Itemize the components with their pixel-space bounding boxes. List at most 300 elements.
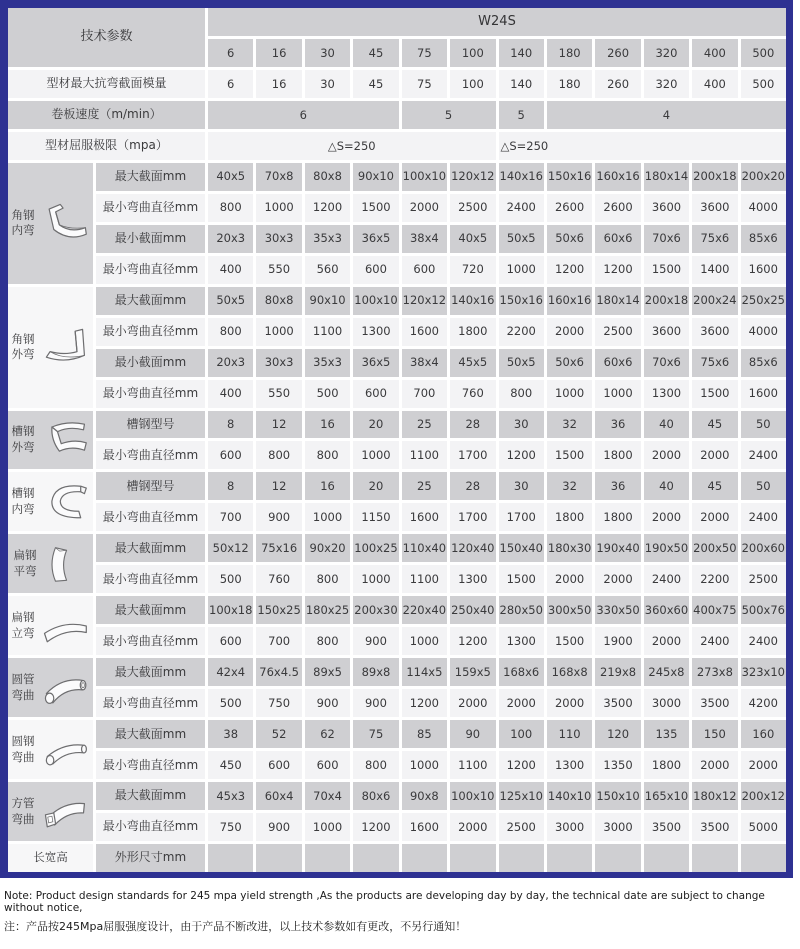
data-cell: 1000 (305, 813, 350, 841)
data-cell: 1300 (499, 627, 544, 655)
data-cell: 180x30 (547, 534, 592, 562)
data-cell: 760 (450, 380, 495, 408)
data-cell: 360x60 (644, 596, 689, 624)
data-cell: 1700 (499, 503, 544, 531)
data-cell (741, 844, 786, 872)
data-cell: 3500 (644, 813, 689, 841)
data-cell: 1700 (450, 503, 495, 531)
speed-value: 6 (208, 101, 399, 129)
data-cell: 28 (450, 472, 495, 500)
data-cell: 3600 (644, 318, 689, 346)
data-cell: 2000 (547, 565, 592, 593)
section-name: 槽钢 内弯 (11, 486, 35, 516)
data-cell: 80x6 (353, 782, 398, 810)
size-column-header: 30 (305, 39, 350, 67)
yield-row-label: 型材屈服极限（mpa） (8, 132, 205, 160)
data-cell: 85x6 (741, 225, 786, 253)
data-cell: 140x10 (547, 782, 592, 810)
data-cell: 1000 (595, 380, 640, 408)
data-cell: 16 (305, 472, 350, 500)
modulus-value: 45 (353, 70, 398, 98)
data-cell: 76x4.5 (256, 658, 301, 686)
data-cell: 50x5 (499, 225, 544, 253)
param-label: 最大截面mm (96, 720, 205, 748)
data-cell: 900 (353, 627, 398, 655)
modulus-value: 100 (450, 70, 495, 98)
angle-steel-outer-bend-icon (38, 324, 90, 370)
data-cell: 900 (256, 503, 301, 531)
data-cell: 550 (256, 380, 301, 408)
data-cell: 30x3 (256, 349, 301, 377)
data-cell: 1500 (547, 627, 592, 655)
data-cell: 450 (208, 751, 253, 779)
data-cell: 45x3 (208, 782, 253, 810)
data-cell: 2000 (644, 503, 689, 531)
data-cell: 80x8 (305, 163, 350, 191)
size-column-header: 140 (499, 39, 544, 67)
data-cell: 800 (208, 194, 253, 222)
data-cell: 1350 (595, 751, 640, 779)
data-cell: 75x16 (256, 534, 301, 562)
data-cell: 135 (644, 720, 689, 748)
data-cell: 1800 (547, 503, 592, 531)
data-cell: 40x5 (450, 225, 495, 253)
section-name: 圆管 弯曲 (11, 672, 35, 702)
data-cell: 90x10 (305, 287, 350, 315)
data-cell: 38 (208, 720, 253, 748)
speed-value: 5 (499, 101, 544, 129)
data-cell: 750 (208, 813, 253, 841)
data-cell: 800 (353, 751, 398, 779)
data-cell: 159x5 (450, 658, 495, 686)
data-cell: 1700 (450, 441, 495, 469)
param-label: 最小弯曲直径mm (96, 194, 205, 222)
data-cell: 25 (402, 472, 447, 500)
model-header: W24S (208, 8, 786, 36)
data-cell: 90x10 (353, 163, 398, 191)
data-cell: 1100 (402, 565, 447, 593)
data-cell: 2000 (547, 689, 592, 717)
param-label: 最小弯曲直径mm (96, 565, 205, 593)
data-cell: 100x10 (450, 782, 495, 810)
data-cell: 2000 (692, 751, 737, 779)
section-label (8, 472, 93, 531)
data-cell: 1900 (595, 627, 640, 655)
data-cell: 400 (208, 380, 253, 408)
data-cell: 1000 (353, 565, 398, 593)
angle-steel-inner-bend-icon (38, 200, 90, 246)
data-cell: 60x6 (595, 225, 640, 253)
data-cell: 140x16 (450, 287, 495, 315)
data-cell: 100x10 (353, 287, 398, 315)
data-cell: 2200 (499, 318, 544, 346)
param-label: 最大截面mm (96, 658, 205, 686)
data-cell: 1100 (402, 441, 447, 469)
data-cell: 2500 (450, 194, 495, 222)
data-cell: 85x6 (741, 349, 786, 377)
data-cell: 500 (208, 565, 253, 593)
data-cell: 400x75 (692, 596, 737, 624)
data-cell: 36 (595, 472, 640, 500)
data-cell: 800 (305, 627, 350, 655)
data-cell: 2000 (644, 627, 689, 655)
data-cell (305, 844, 350, 872)
data-cell: 110x40 (402, 534, 447, 562)
flat-steel-flat-bend-icon (40, 541, 88, 587)
data-cell: 1200 (450, 627, 495, 655)
data-cell: 180x14 (595, 287, 640, 315)
data-cell: 2400 (741, 503, 786, 531)
data-cell: 280x50 (499, 596, 544, 624)
data-cell: 1300 (353, 318, 398, 346)
data-cell: 190x50 (644, 534, 689, 562)
data-cell: 114x5 (402, 658, 447, 686)
data-cell: 3600 (692, 318, 737, 346)
data-cell: 323x10 (741, 658, 786, 686)
data-cell: 1600 (741, 380, 786, 408)
data-cell: 1000 (499, 256, 544, 284)
data-cell: 89x5 (305, 658, 350, 686)
param-label: 外形尺寸mm (96, 844, 205, 872)
data-cell: 100x10 (402, 163, 447, 191)
section-name: 槽钢 外弯 (11, 424, 35, 454)
data-cell: 180x14 (644, 163, 689, 191)
tech-params-header: 技术参数 (8, 8, 205, 67)
data-cell (595, 844, 640, 872)
section-label (8, 534, 93, 593)
size-column-header: 180 (547, 39, 592, 67)
data-cell: 2500 (499, 813, 544, 841)
data-cell: 32 (547, 411, 592, 439)
data-cell: 120x12 (402, 287, 447, 315)
data-cell: 1500 (353, 194, 398, 222)
data-cell: 100 (499, 720, 544, 748)
param-label: 最小弯曲直径mm (96, 503, 205, 531)
data-cell: 2000 (499, 689, 544, 717)
data-cell: 600 (402, 256, 447, 284)
section-name: 圆钢 弯曲 (11, 734, 35, 764)
data-cell: 52 (256, 720, 301, 748)
data-cell: 800 (305, 565, 350, 593)
data-cell: 1800 (595, 503, 640, 531)
data-cell: 700 (256, 627, 301, 655)
data-cell: 140x16 (499, 163, 544, 191)
size-column-header: 16 (256, 39, 301, 67)
data-cell: 1000 (256, 318, 301, 346)
data-cell: 150 (692, 720, 737, 748)
data-cell (450, 844, 495, 872)
data-cell (208, 844, 253, 872)
data-cell: 1300 (644, 380, 689, 408)
data-cell: 120x40 (450, 534, 495, 562)
modulus-value: 260 (595, 70, 640, 98)
section-label (8, 782, 93, 841)
data-cell: 1000 (256, 194, 301, 222)
data-cell: 150x10 (595, 782, 640, 810)
data-cell: 28 (450, 411, 495, 439)
data-cell: 2500 (595, 318, 640, 346)
data-cell: 40x5 (208, 163, 253, 191)
data-cell (353, 844, 398, 872)
data-cell: 40 (644, 411, 689, 439)
data-cell (547, 844, 592, 872)
data-cell: 150x25 (256, 596, 301, 624)
data-cell: 100x25 (353, 534, 398, 562)
data-cell: 32 (547, 472, 592, 500)
data-cell: 85 (402, 720, 447, 748)
data-cell: 2000 (450, 689, 495, 717)
data-cell: 110 (547, 720, 592, 748)
data-cell: 168x8 (547, 658, 592, 686)
data-cell: 1500 (499, 565, 544, 593)
speed-value: 5 (402, 101, 496, 129)
data-cell: 245x8 (644, 658, 689, 686)
data-cell: 8 (208, 411, 253, 439)
data-cell: 720 (450, 256, 495, 284)
data-cell: 600 (353, 256, 398, 284)
data-cell: 1800 (644, 751, 689, 779)
data-cell: 36x5 (353, 349, 398, 377)
param-label: 最大截面mm (96, 163, 205, 191)
param-label: 最小弯曲直径mm (96, 380, 205, 408)
data-cell: 200x30 (353, 596, 398, 624)
data-cell: 200x20 (741, 163, 786, 191)
data-cell: 900 (305, 689, 350, 717)
data-cell: 2000 (595, 565, 640, 593)
data-cell: 4000 (741, 318, 786, 346)
data-cell: 70x6 (644, 349, 689, 377)
note-chinese: 注：产品按245Mpa屈服强度设计，由于产品不断改进，以上技术参数如有更改，不另行通知！ (4, 920, 467, 933)
data-cell: 1000 (402, 751, 447, 779)
data-cell: 2200 (692, 565, 737, 593)
data-cell: 150x40 (499, 534, 544, 562)
size-column-header: 260 (595, 39, 640, 67)
data-cell: 3600 (644, 194, 689, 222)
round-tube-bend-icon (38, 665, 90, 711)
data-cell: 3000 (644, 689, 689, 717)
data-cell: 16 (305, 411, 350, 439)
data-cell: 1600 (402, 813, 447, 841)
data-cell: 2000 (547, 318, 592, 346)
data-cell: 50x5 (208, 287, 253, 315)
data-cell: 2400 (499, 194, 544, 222)
data-cell: 500 (305, 380, 350, 408)
section-name: 方管 弯曲 (11, 796, 35, 826)
data-cell: 600 (208, 627, 253, 655)
data-cell: 50x5 (499, 349, 544, 377)
section-label (8, 658, 93, 717)
data-cell: 3600 (692, 194, 737, 222)
param-label: 最小弯曲直径mm (96, 627, 205, 655)
data-cell: 1200 (305, 194, 350, 222)
data-cell: 220x40 (402, 596, 447, 624)
channel-steel-outer-bend-icon (38, 417, 90, 463)
data-cell: 2400 (644, 565, 689, 593)
data-cell: 3500 (692, 813, 737, 841)
data-cell: 1000 (547, 380, 592, 408)
data-cell: 550 (256, 256, 301, 284)
data-cell: 2500 (741, 565, 786, 593)
data-cell: 30x3 (256, 225, 301, 253)
data-cell: 36 (595, 411, 640, 439)
data-cell: 35x3 (305, 349, 350, 377)
data-cell: 50 (741, 411, 786, 439)
data-cell: 1600 (741, 256, 786, 284)
speed-row-label: 卷板速度（m/min） (8, 101, 205, 129)
param-label: 最小截面mm (96, 225, 205, 253)
data-cell: 80x8 (256, 287, 301, 315)
data-cell: 35x3 (305, 225, 350, 253)
data-cell: 50x6 (547, 225, 592, 253)
modulus-value: 180 (547, 70, 592, 98)
data-cell: 190x40 (595, 534, 640, 562)
data-cell: 160 (741, 720, 786, 748)
data-cell: 200x24 (692, 287, 737, 315)
section-name: 角钢 外弯 (11, 331, 35, 362)
data-cell: 5000 (741, 813, 786, 841)
data-cell: 1200 (595, 256, 640, 284)
data-cell: 2400 (741, 441, 786, 469)
modulus-value: 6 (208, 70, 253, 98)
section-label (8, 287, 93, 408)
data-cell (499, 844, 544, 872)
data-cell: 800 (305, 441, 350, 469)
modulus-value: 140 (499, 70, 544, 98)
data-cell: 12 (256, 472, 301, 500)
data-cell: 1000 (305, 503, 350, 531)
data-cell: 900 (256, 813, 301, 841)
data-cell: 3000 (595, 813, 640, 841)
data-cell: 25 (402, 411, 447, 439)
data-cell: 20 (353, 472, 398, 500)
size-column-header: 400 (692, 39, 737, 67)
data-cell: 1500 (692, 380, 737, 408)
data-cell: 90 (450, 720, 495, 748)
data-cell: 1800 (450, 318, 495, 346)
modulus-row-label: 型材最大抗弯截面模量 (8, 70, 205, 98)
data-cell: 2000 (450, 813, 495, 841)
data-cell: 219x8 (595, 658, 640, 686)
data-cell: 70x6 (644, 225, 689, 253)
data-cell: 700 (208, 503, 253, 531)
data-cell: 1100 (450, 751, 495, 779)
data-cell: 300x50 (547, 596, 592, 624)
data-cell: 750 (256, 689, 301, 717)
data-cell: 1000 (402, 627, 447, 655)
data-cell: 1500 (547, 441, 592, 469)
spec-table-grid (8, 8, 786, 872)
data-cell: 700 (402, 380, 447, 408)
size-column-header: 6 (208, 39, 253, 67)
data-cell: 150x16 (499, 287, 544, 315)
data-cell: 2000 (741, 751, 786, 779)
data-cell: 160x16 (547, 287, 592, 315)
speed-value: 4 (547, 101, 786, 129)
modulus-value: 500 (741, 70, 786, 98)
size-column-header: 75 (402, 39, 447, 67)
data-cell: 42x4 (208, 658, 253, 686)
data-cell (256, 844, 301, 872)
data-cell: 8 (208, 472, 253, 500)
data-cell: 1300 (547, 751, 592, 779)
data-cell: 800 (256, 441, 301, 469)
data-cell: 3500 (692, 689, 737, 717)
data-cell: 1200 (499, 751, 544, 779)
data-cell: 2600 (595, 194, 640, 222)
param-label: 槽钢型号 (96, 472, 205, 500)
data-cell: 200x60 (741, 534, 786, 562)
data-cell: 100x18 (208, 596, 253, 624)
data-cell: 165x10 (644, 782, 689, 810)
data-cell: 1600 (402, 318, 447, 346)
data-cell: 62 (305, 720, 350, 748)
section-label (8, 844, 93, 872)
data-cell: 600 (305, 751, 350, 779)
data-cell: 1500 (644, 256, 689, 284)
param-label: 最小截面mm (96, 349, 205, 377)
data-cell: 120x12 (450, 163, 495, 191)
modulus-value: 16 (256, 70, 301, 98)
size-column-header: 100 (450, 39, 495, 67)
data-cell: 89x8 (353, 658, 398, 686)
data-cell: 500 (208, 689, 253, 717)
section-name: 角钢 内弯 (11, 207, 35, 238)
data-cell (692, 844, 737, 872)
data-cell: 75x6 (692, 225, 737, 253)
data-cell: 60x4 (256, 782, 301, 810)
data-cell: 168x6 (499, 658, 544, 686)
param-label: 最小弯曲直径mm (96, 813, 205, 841)
data-cell: 200x18 (692, 163, 737, 191)
section-label (8, 411, 93, 470)
data-cell: 180x12 (692, 782, 737, 810)
footer-notes (4, 890, 796, 934)
data-cell: 160x16 (595, 163, 640, 191)
data-cell: 75 (353, 720, 398, 748)
data-cell: 2000 (644, 441, 689, 469)
data-cell: 38x4 (402, 349, 447, 377)
data-cell: 1100 (305, 318, 350, 346)
param-label: 最小弯曲直径mm (96, 751, 205, 779)
data-cell: 20x3 (208, 349, 253, 377)
data-cell: 2000 (692, 503, 737, 531)
data-cell: 50x6 (547, 349, 592, 377)
data-cell: 20 (353, 411, 398, 439)
data-cell: 1300 (450, 565, 495, 593)
size-column-header: 45 (353, 39, 398, 67)
data-cell: 120 (595, 720, 640, 748)
data-cell: 900 (353, 689, 398, 717)
data-cell: 3500 (595, 689, 640, 717)
data-cell: 250x25 (741, 287, 786, 315)
flat-steel-vertical-bend-icon (38, 603, 90, 649)
data-cell: 600 (256, 751, 301, 779)
data-cell: 4200 (741, 689, 786, 717)
data-cell: 70x8 (256, 163, 301, 191)
param-label: 最小弯曲直径mm (96, 441, 205, 469)
data-cell: 400 (208, 256, 253, 284)
data-cell: 2000 (692, 441, 737, 469)
data-cell: 273x8 (692, 658, 737, 686)
section-name: 扁钢 平弯 (13, 548, 37, 578)
data-cell: 800 (499, 380, 544, 408)
data-cell: 12 (256, 411, 301, 439)
data-cell: 500x76 (741, 596, 786, 624)
data-cell: 1150 (353, 503, 398, 531)
modulus-value: 320 (644, 70, 689, 98)
data-cell: 45x5 (450, 349, 495, 377)
param-label: 最大截面mm (96, 534, 205, 562)
